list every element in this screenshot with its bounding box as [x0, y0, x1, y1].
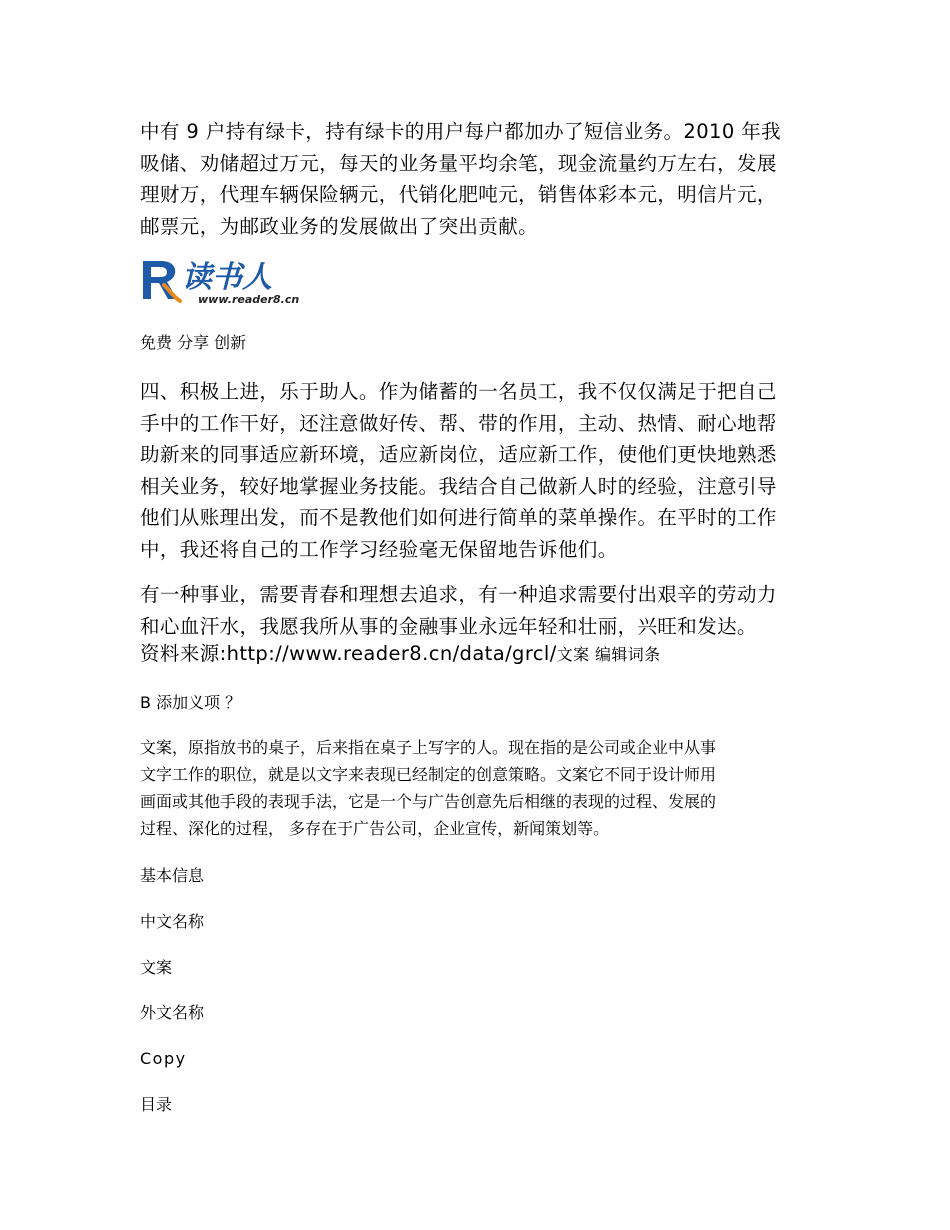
section-four-paragraph [140, 376, 820, 565]
paragraph-line: 中有 9 户持有绿卡，持有绿卡的用户每户都加办了短信业务。2010 年我 [140, 120, 782, 143]
tagline: 免费 分享 创新 [140, 333, 247, 352]
paragraph-line: 四、积极上进，乐于助人。作为储蓄的一名员工，我不仅仅满足于把自己 [140, 380, 777, 403]
paragraph-line: 他们从账理出发，而不是教他们如何进行简单的菜单操作。在平时的工作 [140, 506, 777, 529]
closing-paragraph [140, 579, 820, 667]
reader8-logo [140, 255, 308, 307]
logo-brand-text: 读书人 [182, 260, 272, 295]
reader8-logo-graphic [140, 255, 308, 307]
paragraph-line: 有一种事业，需要青春和理想去追求，有一种追求需要付出艰辛的劳动力 [140, 583, 777, 606]
paragraph-line: 助新来的同事适应新环境，适应新岗位，适应新工作，使他们更快地熟悉 [140, 443, 777, 466]
foreign-name-value: Copy [140, 1049, 187, 1068]
source-link[interactable]: 资料来源:http://www.reader8.cn/data/grcl/ [140, 642, 557, 665]
paragraph-line: 和心血汗水，我愿我所从事的金融事业永远年轻和壮丽，兴旺和发达。 [140, 614, 757, 638]
foreign-name-label: 外文名称 [140, 1003, 205, 1022]
add-item-link[interactable]: B 添加义项 ？ [140, 693, 242, 712]
source-line [140, 642, 820, 667]
paragraph-line: 理财万，代理车辆保险辆元，代销化肥吨元，销售体彩本元，明信片元， [140, 183, 777, 206]
paragraph-line: 中，我还将自己的工作学习经验毫无保留地告诉他们。 [140, 537, 618, 561]
paragraph-line: 邮票元，为邮政业务的发展做出了突出贡献。 [140, 214, 539, 238]
logo-url-text: www.reader8.cn [198, 293, 300, 306]
chinese-name-value: 文案 [140, 958, 173, 977]
paragraph-line: 过程、深化的过程， 多存在于广告公司，企业宣传，新闻策划等。 [140, 819, 610, 838]
intro-paragraph [140, 116, 820, 242]
paragraph-line: 画面或其他手段的表现手法，它是一个与广告创意先后相继的表现的过程、发展的 [140, 792, 717, 811]
toc-label[interactable]: 目录 [140, 1095, 173, 1114]
basic-info-heading: 基本信息 [140, 866, 205, 885]
paragraph-line: 文字工作的职位，就是以文字来表现已经制定的创意策略。文案它不同于设计师用 [140, 765, 717, 784]
paragraph-line: 相关业务，较好地掌握业务技能。我结合自己做新人时的经验，注意引导 [140, 474, 777, 498]
chinese-name-label: 中文名称 [140, 912, 205, 931]
paragraph-line: 吸储、劝储超过万元，每天的业务量平均余笔，现金流量约万左右，发展 [140, 151, 777, 175]
paragraph-line: 手中的工作干好，还注意做好传、帮、带的作用，主动、热情、耐心地帮 [140, 411, 777, 435]
paragraph-line: 文案，原指放书的桌子，后来指在桌子上写字的人。现在指的是公司或企业中从事 [140, 738, 717, 757]
source-suffix: 文案 编辑词条 [556, 645, 661, 664]
definition-paragraph [140, 734, 820, 842]
